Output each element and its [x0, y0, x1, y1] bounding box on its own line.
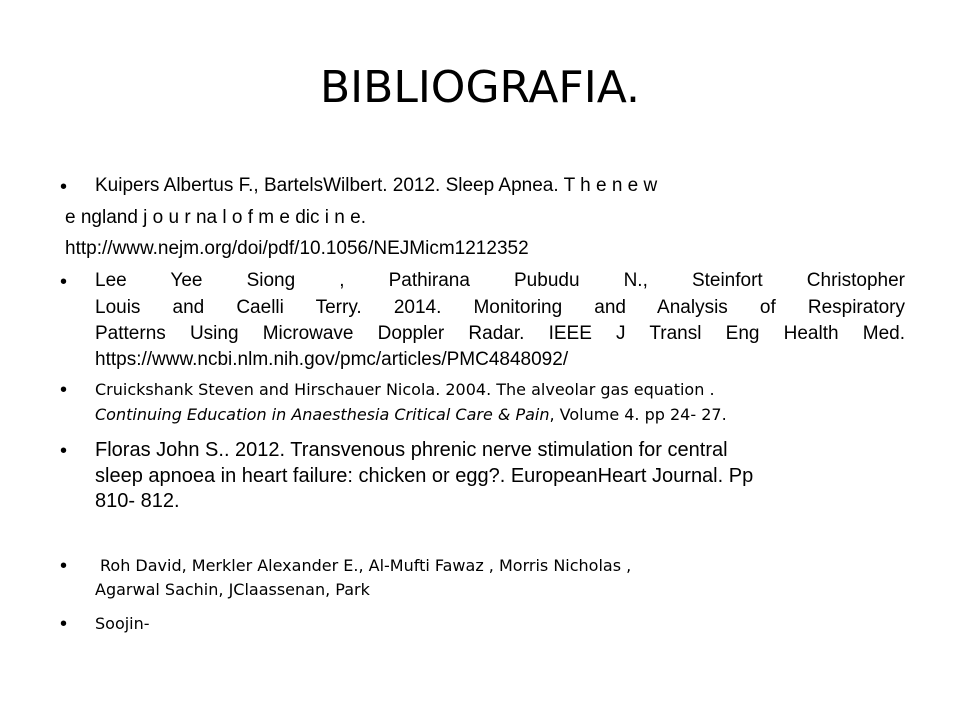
bullet-marker: •: [60, 176, 68, 198]
entry-soojin-line1: Soojin-: [95, 614, 150, 633]
bullet-marker: •: [60, 440, 68, 462]
entry-roh-line1: Roh David, Merkler Alexander E., Al-Mufti Fawaz , Morris Nicholas ,: [100, 556, 632, 575]
entry-kuipers-line1: Kuipers Albertus F., BartelsWilbert. 2012. Sleep Apnea. T h e n e w: [95, 175, 658, 196]
entry-lee-line1: Lee Yee Siong , Pathirana Pubudu N., Steinfort Christopher: [95, 270, 905, 291]
bullet-marker: •: [60, 379, 68, 401]
slide-title: BIBLIOGRAFIA.: [319, 62, 641, 113]
entry-lee-line2: Louis and Caelli Terry. 2014. Monitoring and Analysis of Respiratory: [95, 297, 905, 318]
entry-floras-line2: sleep apnoea in heart failure: chicken or egg?. EuropeanHeart Journal. Pp: [95, 465, 754, 487]
entry-floras-line1: Floras John S.. 2012. Transvenous phrenic nerve stimulation for central: [95, 439, 728, 461]
entry-lee-line3: Patterns Using Microwave Doppler Radar. IEEE J Transl Eng Health Med.: [95, 323, 905, 344]
bullet-marker: •: [60, 555, 68, 577]
bullet-marker: •: [60, 613, 68, 635]
entry-cruickshank-line1: Cruickshank Steven and Hirschauer Nicola. 2004. The alveolar gas equation .: [95, 380, 715, 399]
entry-kuipers-line2: e ngland j o u r na l o f m e dic i n e.: [65, 207, 367, 228]
volume-pages: , Volume 4. pp 24- 27.: [549, 405, 727, 424]
entry-floras-line3: 810- 812.: [95, 490, 180, 512]
entry-roh-line2: Agarwal Sachin, JClaassenan, Park: [95, 580, 370, 599]
entry-cruickshank-line2: [95, 405, 727, 424]
entry-kuipers-url: http://www.nejm.org/doi/pdf/10.1056/NEJMicm1212352: [65, 238, 529, 259]
journal-title: Continuing Education in Anaesthesia Critical Care & Pain: [95, 405, 550, 424]
bullet-marker: •: [60, 271, 68, 293]
entry-lee-url: https://www.ncbi.nlm.nih.gov/pmc/articles/PMC4848092/: [95, 349, 569, 370]
